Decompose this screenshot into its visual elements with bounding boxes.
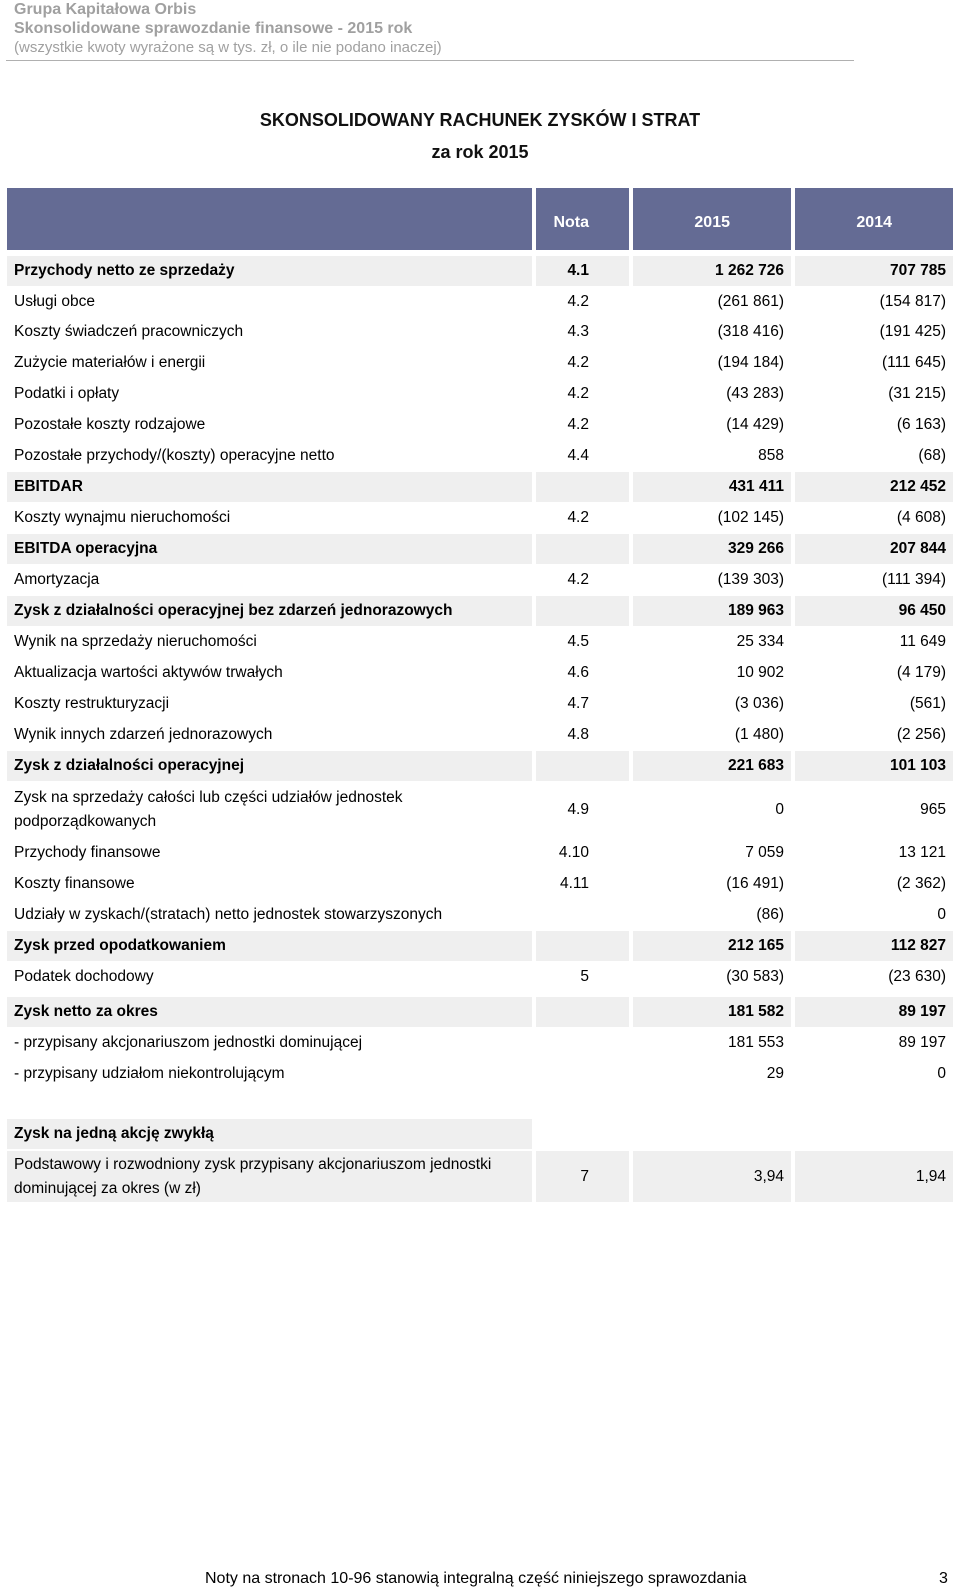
row-note: 4.9 (567, 801, 589, 818)
row-label: Wynik innych zdarzeń jednorazowych (14, 726, 273, 743)
row-label: Amortyzacja (14, 571, 100, 588)
table-row (0, 1029, 960, 1057)
header-2014-cell (795, 188, 953, 250)
row-value-2015: (261 861) (717, 293, 784, 310)
row-value-2014: (4 608) (896, 509, 946, 526)
row-note: 4.2 (567, 416, 589, 433)
row-value-2015: 181 553 (727, 1034, 784, 1051)
row-label: Zysk z działalności operacyjnej (7, 751, 532, 781)
row-note: 4.8 (567, 726, 589, 743)
table-row (0, 380, 960, 408)
row-note (536, 534, 629, 564)
row-value-2015: 10 902 (736, 664, 784, 681)
column-header-2014: 2014 (856, 214, 892, 231)
row-label: Udziały w zyskach/(stratach) netto jednostek stowarzyszonych (14, 906, 443, 923)
row-value-2015: (43 283) (726, 385, 784, 402)
row-value-2015: (318 416) (717, 323, 784, 340)
row-note (536, 596, 629, 626)
row-value-2015: 858 (758, 447, 784, 464)
row-label: EBITDA operacyjna (7, 534, 532, 564)
row-label: Podatek dochodowy (14, 968, 154, 985)
row-value-2014: 11 649 (899, 633, 946, 650)
table-row (0, 901, 960, 929)
row-value-2015: (102 145) (717, 509, 784, 526)
row-label: Koszty świadczeń pracowniczych (14, 323, 244, 340)
row-value-2014: 965 (920, 801, 946, 818)
row-value-2014: 89 197 (898, 1034, 946, 1051)
row-value-2015: 181 582 (633, 997, 791, 1027)
row-label: Przychody netto ze sprzedaży (7, 256, 532, 286)
column-header-note: Nota (553, 214, 589, 231)
row-value-2014: (4 179) (896, 664, 946, 681)
row-note: 4.6 (567, 664, 589, 681)
row-label: - przypisany udziałom niekontrolującym (14, 1065, 285, 1082)
table-row (0, 288, 960, 316)
table-row (0, 839, 960, 867)
table-row (0, 963, 960, 991)
table-row (0, 442, 960, 470)
header-label-cell (7, 188, 532, 250)
table-row (0, 783, 960, 837)
row-label: Zysk netto za okres (7, 997, 532, 1027)
row-label: Koszty finansowe (14, 875, 135, 892)
table-row (0, 349, 960, 377)
row-note: 4.10 (558, 844, 589, 861)
row-note (536, 997, 629, 1027)
row-value-2015: (139 303) (717, 571, 784, 588)
header-2015-cell (633, 188, 791, 250)
row-value-2015: 25 334 (736, 633, 784, 650)
statement-title: SKONSOLIDOWANY RACHUNEK ZYSKÓW I STRAT (259, 110, 701, 130)
table-row (0, 318, 960, 346)
table-row (0, 534, 960, 564)
row-value-2014: 0 (937, 1065, 946, 1082)
row-note: 4.1 (536, 256, 629, 286)
row-value-2015: (194 184) (717, 354, 784, 371)
header-divider (6, 60, 854, 61)
row-label: Aktualizacja wartości aktywów trwałych (14, 664, 283, 681)
table-row (0, 751, 960, 781)
column-header-2015: 2015 (694, 214, 730, 231)
table-row (0, 659, 960, 687)
row-label: Zysk na sprzedaży całości lub części udziałów jednostek podporządkowanych (14, 789, 403, 830)
row-value-2014: (6 163) (896, 416, 946, 433)
row-value-2015: 431 411 (633, 472, 791, 502)
row-value-2014: 112 827 (795, 931, 953, 961)
row-value-2014: (2 256) (896, 726, 946, 743)
table-row (0, 566, 960, 594)
row-label: EBITDAR (7, 472, 532, 502)
row-value-2014: (111 394) (881, 571, 946, 588)
row-label: Przychody finansowe (14, 844, 161, 861)
row-value-2015: 329 266 (633, 534, 791, 564)
table-row (0, 504, 960, 532)
table-row (0, 870, 960, 898)
row-label: Podatki i opłaty (14, 385, 120, 402)
table-row (0, 411, 960, 439)
table-row (0, 472, 960, 502)
row-value-2015: 189 963 (633, 596, 791, 626)
table-row (0, 690, 960, 718)
table-row (0, 596, 960, 626)
row-label: Zysk przed opodatkowaniem (7, 931, 532, 961)
row-value-2015: 212 165 (633, 931, 791, 961)
report-name: Skonsolidowane sprawozdanie finansowe - 2015 rok (14, 20, 413, 37)
row-value-2014: (2 362) (896, 875, 946, 892)
row-note: 4.11 (559, 875, 589, 892)
page-number: 3 (939, 1570, 948, 1587)
row-value-2014: 707 785 (795, 256, 953, 286)
row-value-2015: (86) (756, 906, 784, 923)
row-label: Wynik na sprzedaży nieruchomości (14, 633, 257, 650)
row-note: 4.7 (567, 695, 589, 712)
row-value-2015: 0 (775, 801, 784, 818)
eps-label: Podstawowy i rozwodniony zysk przypisany akcjonariuszom jednostki dominującej za okres (w zł) (7, 1151, 532, 1202)
row-value-2015: (1 480) (734, 726, 784, 743)
row-value-2014: (111 645) (881, 354, 946, 371)
row-label: - przypisany akcjonariuszom jednostki dominującej (14, 1034, 363, 1051)
row-label: Zużycie materiałów i energii (14, 354, 206, 371)
row-value-2015: (30 583) (726, 968, 784, 985)
row-value-2015: (14 429) (726, 416, 784, 433)
row-value-2015: 7 059 (745, 844, 784, 861)
table-row (0, 256, 960, 286)
row-value-2014: 89 197 (795, 997, 953, 1027)
row-value-2014: (191 425) (879, 323, 946, 340)
row-note: 4.4 (567, 447, 589, 464)
row-label: Zysk z działalności operacyjnej bez zdarzeń jednorazowych (7, 596, 532, 626)
row-note: 4.2 (567, 571, 589, 588)
table-row (0, 628, 960, 656)
row-value-2015: 1 262 726 (633, 256, 791, 286)
row-note: 5 (580, 968, 589, 985)
row-value-2014: 13 121 (898, 844, 946, 861)
row-note: 4.2 (567, 354, 589, 371)
row-value-2014: 101 103 (795, 751, 953, 781)
row-label: Pozostałe koszty rodzajowe (14, 416, 206, 433)
row-value-2014: (68) (918, 447, 946, 464)
row-note: 4.5 (567, 633, 589, 650)
row-value-2014: 207 844 (795, 534, 953, 564)
row-value-2014: (154 817) (879, 293, 946, 310)
row-note (536, 472, 629, 502)
row-value-2014: 96 450 (795, 596, 953, 626)
table-row (0, 1060, 960, 1088)
row-value-2014: (561) (909, 695, 946, 712)
eps-heading: Zysk na jedną akcję zwykłą (7, 1119, 532, 1149)
eps-note: 7 (536, 1151, 629, 1202)
eps-heading-row (0, 1119, 960, 1149)
eps-row (0, 1151, 960, 1202)
company-name: Grupa Kapitałowa Orbis (14, 1, 197, 18)
row-value-2014: 0 (937, 906, 946, 923)
table-row (0, 931, 960, 961)
row-note: 4.2 (567, 385, 589, 402)
row-note (536, 1060, 629, 1088)
row-value-2015: 221 683 (633, 751, 791, 781)
footer-note: Noty na stronach 10-96 stanowią integralną część niniejszego sprawozdania (205, 1570, 747, 1587)
table-row (0, 997, 960, 1027)
units-note: (wszystkie kwoty wyrażone są w tys. zł, o ile nie podano inaczej) (14, 39, 442, 56)
row-value-2015: (3 036) (734, 695, 784, 712)
table-row (0, 721, 960, 749)
row-value-2014: (23 630) (888, 968, 946, 985)
row-label: Usługi obce (14, 293, 95, 310)
row-value-2015: (16 491) (726, 875, 784, 892)
row-note (536, 1029, 629, 1057)
eps-value-2015: 3,94 (633, 1151, 791, 1202)
row-note: 4.3 (567, 323, 589, 340)
row-note: 4.2 (567, 509, 589, 526)
row-label: Pozostałe przychody/(koszty) operacyjne netto (14, 447, 335, 464)
header-note-cell (536, 188, 629, 250)
eps-value-2014: 1,94 (795, 1151, 953, 1202)
row-note (536, 901, 629, 929)
row-label: Koszty wynajmu nieruchomości (14, 509, 231, 526)
row-value-2014: (31 215) (888, 385, 946, 402)
page-header (14, 0, 442, 57)
row-note (536, 751, 629, 781)
row-value-2014: 212 452 (795, 472, 953, 502)
row-value-2015: 29 (766, 1065, 784, 1082)
row-note (536, 931, 629, 961)
row-label: Koszty restrukturyzacji (14, 695, 170, 712)
statement-subtitle: za rok 2015 (431, 142, 529, 162)
row-note: 4.2 (567, 293, 589, 310)
